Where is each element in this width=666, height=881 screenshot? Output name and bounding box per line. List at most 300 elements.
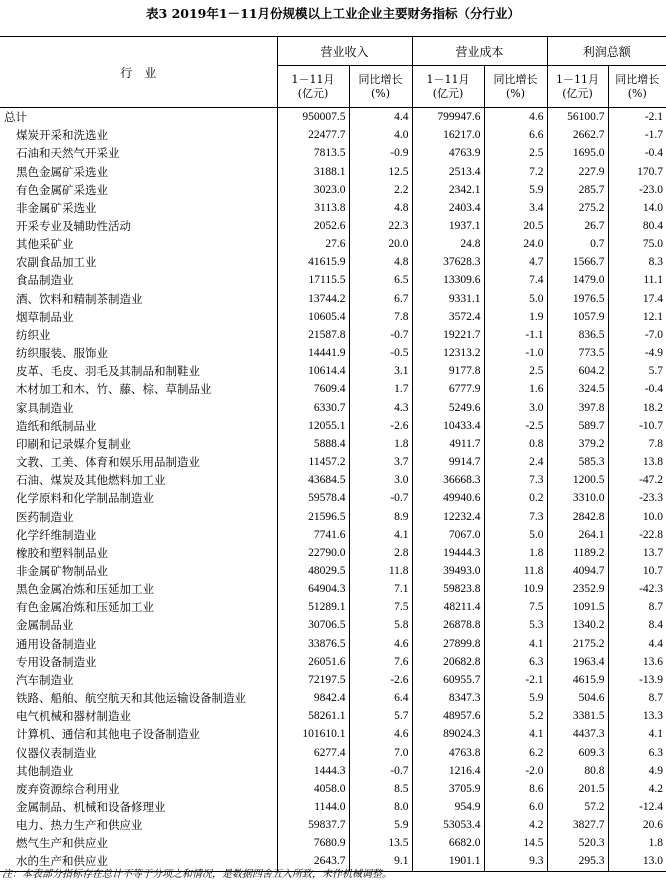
table-row	[0, 435, 666, 453]
profit-growth-cell: -23.3	[608, 489, 666, 507]
profit-value-cell: 589.7	[547, 417, 608, 435]
cost-growth-cell: 7.2	[484, 162, 547, 180]
cost-growth-cell: 4.6	[484, 108, 547, 127]
profit-growth-cell: 4.1	[608, 725, 666, 743]
profit-growth-cell: 13.8	[608, 453, 666, 471]
subheader-line: (亿元)	[562, 86, 593, 100]
subheader-line: 同比增长	[493, 72, 538, 86]
industry-name-cell: 纺织业	[16, 327, 51, 342]
profit-value-cell: 609.3	[547, 743, 608, 761]
cost-growth-cell: 6.3	[484, 653, 547, 671]
industry-name-cell: 专用设备制造业	[16, 654, 97, 669]
revenue-growth-cell: 9.1	[349, 852, 412, 871]
cost-value-cell: 4911.7	[412, 435, 484, 453]
revenue-value-cell: 33876.5	[277, 635, 349, 653]
table-row	[0, 507, 666, 525]
profit-growth-cell: 8.7	[608, 689, 666, 707]
revenue-value-cell: 3113.8	[277, 199, 349, 217]
revenue-growth-cell: 7.5	[349, 598, 412, 616]
profit-value-cell: 836.5	[547, 326, 608, 344]
revenue-growth-cell: 8.5	[349, 780, 412, 798]
cost-growth-cell: 0.8	[484, 435, 547, 453]
revenue-value-cell: 9842.4	[277, 689, 349, 707]
cost-growth-cell: 2.5	[484, 144, 547, 162]
revenue-growth-cell: 3.1	[349, 362, 412, 380]
table-row	[0, 689, 666, 707]
cost-value-cell: 4763.9	[412, 144, 484, 162]
revenue-value-cell: 51289.1	[277, 598, 349, 616]
table-row	[0, 598, 666, 616]
revenue-value-cell: 10614.4	[277, 362, 349, 380]
cost-value-cell: 7067.0	[412, 526, 484, 544]
revenue-value-cell: 27.6	[277, 235, 349, 253]
table-row	[0, 326, 666, 344]
table-row	[0, 816, 666, 834]
cost-value-cell: 2403.4	[412, 199, 484, 217]
profit-value-cell: 57.2	[547, 798, 608, 816]
revenue-value-cell: 41615.9	[277, 253, 349, 271]
cost-growth-cell: 5.9	[484, 689, 547, 707]
industry-name-cell: 皮革、毛皮、羽毛及其制品和制鞋业	[16, 364, 200, 379]
revenue-value-cell: 64904.3	[277, 580, 349, 598]
industry-name-cell: 燃气生产和供应业	[16, 836, 108, 851]
cost-value-cell: 36668.3	[412, 471, 484, 489]
cost-growth-cell: 8.6	[484, 780, 547, 798]
revenue-growth-cell: 4.6	[349, 725, 412, 743]
table-row	[0, 290, 666, 308]
cost-growth-cell: 1.9	[484, 308, 547, 326]
industry-name-cell: 化学原料和化学制品制造业	[16, 491, 154, 506]
profit-growth-cell: 5.7	[608, 362, 666, 380]
profit-growth-cell: 8.3	[608, 253, 666, 271]
industry-name-cell: 酒、饮料和精制茶制造业	[16, 291, 143, 306]
revenue-growth-cell: 4.1	[349, 526, 412, 544]
industry-name-cell: 造纸和纸制品业	[16, 418, 97, 433]
revenue-value-cell: 2052.6	[277, 217, 349, 235]
profit-growth-cell: 4.9	[608, 762, 666, 780]
table-row	[0, 308, 666, 326]
revenue-value-cell: 950007.5	[277, 108, 349, 127]
cost-value-cell: 9331.1	[412, 290, 484, 308]
table-row	[0, 798, 666, 816]
table-row	[0, 253, 666, 271]
cost-value-cell: 954.9	[412, 798, 484, 816]
profit-value-cell: 604.2	[547, 362, 608, 380]
profit-growth-cell: -10.7	[608, 417, 666, 435]
table-row	[0, 126, 666, 144]
cost-value-cell: 1901.1	[412, 852, 484, 871]
cost-value-cell: 24.8	[412, 235, 484, 253]
cost-growth-cell: 5.0	[484, 290, 547, 308]
profit-value-cell: 1200.5	[547, 471, 608, 489]
cost-value-cell: 12313.2	[412, 344, 484, 362]
cost-growth-cell: -2.5	[484, 417, 547, 435]
industry-name-cell: 医药制造业	[16, 509, 74, 524]
cost-value-cell: 16217.0	[412, 126, 484, 144]
revenue-growth-cell: 6.5	[349, 271, 412, 289]
table-row	[0, 616, 666, 634]
profit-value-cell: 3827.7	[547, 816, 608, 834]
profit-growth-cell: -2.1	[608, 108, 666, 127]
cost-growth-cell: 14.5	[484, 834, 547, 852]
cost-value-cell: 4763.8	[412, 743, 484, 761]
cost-value-cell: 27899.8	[412, 635, 484, 653]
cost-value-cell: 49940.6	[412, 489, 484, 507]
cost-growth-cell: 2.4	[484, 453, 547, 471]
industry-name-cell: 电力、热力生产和供应业	[16, 818, 143, 833]
revenue-value-cell: 5888.4	[277, 435, 349, 453]
profit-value-cell: 2842.8	[547, 507, 608, 525]
revenue-growth-cell: 3.0	[349, 471, 412, 489]
profit-value-cell: 379.2	[547, 435, 608, 453]
table-row	[0, 635, 666, 653]
table-row	[0, 162, 666, 180]
profit-value-cell: 1189.2	[547, 544, 608, 562]
profit-value-cell: 397.8	[547, 399, 608, 417]
subheader-line: 同比增长	[615, 72, 660, 86]
subheader-line: (%)	[506, 86, 526, 100]
profit-value-cell: 2175.2	[547, 635, 608, 653]
subheader-line: (亿元)	[432, 86, 464, 100]
profit-value-cell: 0.7	[547, 235, 608, 253]
revenue-growth-cell: 2.8	[349, 544, 412, 562]
table-row	[0, 671, 666, 689]
profit-value-cell: 1963.4	[547, 653, 608, 671]
cost-growth-cell: 6.0	[484, 798, 547, 816]
profit-group-header: 利润总额	[547, 37, 666, 66]
industry-name-cell: 电气机械和器材制造业	[16, 709, 131, 724]
revenue-value-cell: 21596.5	[277, 507, 349, 525]
revenue-value-cell: 101610.1	[277, 725, 349, 743]
profit-value-cell: 1057.9	[547, 308, 608, 326]
revenue-growth-cell: 7.6	[349, 653, 412, 671]
profit-value-cell: 1976.5	[547, 290, 608, 308]
revenue-value-cell: 26051.6	[277, 653, 349, 671]
profit-value-cell: 201.5	[547, 780, 608, 798]
revenue-growth-cell: -0.7	[349, 326, 412, 344]
industry-name-cell: 非金属矿采选业	[16, 200, 97, 215]
cost-value-cell: 26878.8	[412, 616, 484, 634]
table-row	[0, 489, 666, 507]
profit-growth-cell: 4.2	[608, 780, 666, 798]
table-row	[0, 544, 666, 562]
cost-value-cell: 8347.3	[412, 689, 484, 707]
profit-value-cell: 504.6	[547, 689, 608, 707]
revenue-growth-cell: 20.0	[349, 235, 412, 253]
revenue-value-cell: 59837.7	[277, 816, 349, 834]
revenue-growth-cell: 8.0	[349, 798, 412, 816]
revenue-growth-cell: 1.7	[349, 380, 412, 398]
profit-value-cell: 1340.2	[547, 616, 608, 634]
cost-value-cell: 37628.3	[412, 253, 484, 271]
revenue-growth-cell: 7.0	[349, 743, 412, 761]
profit-growth-cell: 170.7	[608, 162, 666, 180]
profit-value-cell: 324.5	[547, 380, 608, 398]
profit-growth-cell: 12.1	[608, 308, 666, 326]
cost-growth-cell: 0.2	[484, 489, 547, 507]
table-footnote: 注：本表部分指标存在总计不等于分项之和情况，是数据四舍五入所致，未作机械调整。	[2, 869, 392, 880]
table-row	[0, 344, 666, 362]
revenue-value-cell: 43684.5	[277, 471, 349, 489]
cost-group-header: 营业成本	[412, 37, 547, 66]
revenue-value-cell: 14441.9	[277, 344, 349, 362]
table-row	[0, 653, 666, 671]
profit-value-cell: 2352.9	[547, 580, 608, 598]
profit-growth-cell: 10.0	[608, 507, 666, 525]
profit-value-cell: 80.8	[547, 762, 608, 780]
revenue-growth-cell: -2.6	[349, 671, 412, 689]
revenue-growth-cell: 7.8	[349, 308, 412, 326]
profit-value-cell: 585.3	[547, 453, 608, 471]
cost-growth-cell: 20.5	[484, 217, 547, 235]
industry-name-cell: 石油、煤炭及其他燃料加工业	[16, 473, 166, 488]
cost-value-cell: 5249.6	[412, 399, 484, 417]
industry-name-cell: 化学纤维制造业	[16, 527, 97, 542]
cost-value-cell: 6777.9	[412, 380, 484, 398]
profit-growth-cell: 13.0	[608, 852, 666, 871]
industry-name-cell: 通用设备制造业	[16, 636, 97, 651]
table-row	[0, 181, 666, 199]
revenue-value-cell: 13744.2	[277, 290, 349, 308]
revenue-growth-cell: 6.7	[349, 290, 412, 308]
profit-growth-cell: -12.4	[608, 798, 666, 816]
subheader-line: 1－11月	[291, 72, 335, 86]
cost-growth-cell: 1.8	[484, 544, 547, 562]
industry-name-cell: 非金属矿物制品业	[16, 563, 108, 578]
industry-name-cell: 纺织服装、服饰业	[16, 346, 108, 361]
table-row	[0, 199, 666, 217]
table-row	[0, 780, 666, 798]
industry-name-cell: 计算机、通信和其他电子设备制造业	[16, 727, 200, 742]
revenue-value-cell: 3188.1	[277, 162, 349, 180]
revenue-growth-cell: -0.7	[349, 762, 412, 780]
cost-growth-cell: -1.0	[484, 344, 547, 362]
cost-value-subheader	[412, 66, 484, 108]
industry-name-cell: 黑色金属矿采选业	[16, 164, 108, 179]
revenue-growth-cell: 4.0	[349, 126, 412, 144]
profit-growth-cell: 75.0	[608, 235, 666, 253]
cost-value-cell: 9914.7	[412, 453, 484, 471]
industry-name-cell: 木材加工和木、竹、藤、棕、草制品业	[16, 382, 212, 397]
revenue-value-cell: 7813.5	[277, 144, 349, 162]
revenue-value-cell: 22477.7	[277, 126, 349, 144]
cost-growth-cell: 5.9	[484, 181, 547, 199]
table-row	[0, 743, 666, 761]
revenue-value-cell: 6277.4	[277, 743, 349, 761]
cost-growth-cell: 7.3	[484, 471, 547, 489]
revenue-value-cell: 30706.5	[277, 616, 349, 634]
table-row	[0, 707, 666, 725]
profit-growth-cell: -1.7	[608, 126, 666, 144]
industry-name-cell: 汽车制造业	[16, 672, 74, 687]
table-row	[0, 562, 666, 580]
industry-name-cell: 农副食品加工业	[16, 255, 97, 270]
revenue-growth-cell: 11.8	[349, 562, 412, 580]
industry-name-cell: 有色金属冶炼和压延加工业	[16, 600, 154, 615]
industry-name-cell: 其他采矿业	[16, 237, 74, 252]
profit-growth-cell: -4.9	[608, 344, 666, 362]
revenue-value-cell: 3023.0	[277, 181, 349, 199]
subheader-line: (%)	[627, 86, 647, 100]
revenue-growth-cell: 1.8	[349, 435, 412, 453]
revenue-growth-cell: 5.7	[349, 707, 412, 725]
profit-value-cell: 264.1	[547, 526, 608, 544]
cost-growth-cell: 24.0	[484, 235, 547, 253]
revenue-value-cell: 72197.5	[277, 671, 349, 689]
table-row	[0, 235, 666, 253]
revenue-growth-subheader	[349, 66, 412, 108]
industry-name-cell: 铁路、船舶、航空航天和其他运输设备制造业	[16, 691, 246, 706]
table-row	[0, 271, 666, 289]
profit-growth-cell: 10.7	[608, 562, 666, 580]
table-row	[0, 725, 666, 743]
profit-growth-cell: 13.3	[608, 707, 666, 725]
cost-value-cell: 2342.1	[412, 181, 484, 199]
cost-value-cell: 12232.4	[412, 507, 484, 525]
profit-value-cell: 285.7	[547, 181, 608, 199]
cost-growth-cell: 2.5	[484, 362, 547, 380]
revenue-growth-cell: -0.9	[349, 144, 412, 162]
profit-value-cell: 26.7	[547, 217, 608, 235]
revenue-growth-cell: 8.9	[349, 507, 412, 525]
revenue-growth-cell: -0.5	[349, 344, 412, 362]
industry-name-cell: 金属制品业	[16, 618, 74, 633]
cost-growth-cell: -1.1	[484, 326, 547, 344]
cost-value-cell: 19221.7	[412, 326, 484, 344]
industry-name-cell: 家具制造业	[16, 400, 74, 415]
revenue-value-cell: 1444.3	[277, 762, 349, 780]
revenue-growth-cell: 4.6	[349, 635, 412, 653]
profit-growth-cell: -22.8	[608, 526, 666, 544]
industry-name-cell: 开采专业及辅助性活动	[16, 219, 131, 234]
profit-growth-cell: -0.4	[608, 144, 666, 162]
table-row	[0, 108, 666, 127]
subheader-line: 1－11月	[426, 72, 470, 86]
cost-growth-cell: 4.2	[484, 816, 547, 834]
profit-value-cell: 275.2	[547, 199, 608, 217]
cost-value-cell: 89024.3	[412, 725, 484, 743]
cost-growth-cell: 4.1	[484, 635, 547, 653]
revenue-value-cell: 1144.0	[277, 798, 349, 816]
revenue-growth-cell: 5.9	[349, 816, 412, 834]
cost-growth-cell: 7.5	[484, 598, 547, 616]
revenue-growth-cell: 22.3	[349, 217, 412, 235]
profit-value-cell: 227.9	[547, 162, 608, 180]
profit-growth-cell: -23.0	[608, 181, 666, 199]
industry-name-cell: 橡胶和塑料制品业	[16, 545, 108, 560]
industry-name-cell: 文教、工美、体育和娱乐用品制造业	[16, 455, 200, 470]
cost-value-cell: 3572.4	[412, 308, 484, 326]
profit-growth-cell: 1.8	[608, 834, 666, 852]
cost-value-cell: 3705.9	[412, 780, 484, 798]
industry-name-cell: 有色金属矿采选业	[16, 182, 108, 197]
cost-value-cell: 1216.4	[412, 762, 484, 780]
profit-growth-cell: 8.7	[608, 598, 666, 616]
cost-growth-cell: 4.7	[484, 253, 547, 271]
revenue-growth-cell: 5.8	[349, 616, 412, 634]
profit-value-cell: 1479.0	[547, 271, 608, 289]
cost-growth-cell: 6.6	[484, 126, 547, 144]
revenue-value-cell: 48029.5	[277, 562, 349, 580]
cost-growth-cell: -2.0	[484, 762, 547, 780]
profit-value-cell: 1566.7	[547, 253, 608, 271]
revenue-value-cell: 22790.0	[277, 544, 349, 562]
profit-growth-cell: 13.6	[608, 653, 666, 671]
profit-growth-cell: 11.1	[608, 271, 666, 289]
profit-value-cell: 4094.7	[547, 562, 608, 580]
revenue-value-cell: 58261.1	[277, 707, 349, 725]
industry-column-header: 行 业	[0, 37, 277, 108]
cost-value-cell: 1937.1	[412, 217, 484, 235]
table-row	[0, 471, 666, 489]
cost-growth-cell: 3.0	[484, 399, 547, 417]
revenue-growth-cell: -0.7	[349, 489, 412, 507]
subheader-line: (%)	[370, 86, 391, 100]
profit-growth-cell: 14.0	[608, 199, 666, 217]
cost-growth-cell: 7.4	[484, 271, 547, 289]
cost-growth-cell: 6.2	[484, 743, 547, 761]
table-row	[0, 399, 666, 417]
cost-growth-cell: 5.3	[484, 616, 547, 634]
profit-value-cell: 1091.5	[547, 598, 608, 616]
profit-growth-cell: -0.4	[608, 380, 666, 398]
revenue-value-subheader	[277, 66, 349, 108]
table-row	[0, 362, 666, 380]
revenue-value-cell: 10605.4	[277, 308, 349, 326]
industry-name-cell: 烟草制品业	[16, 309, 74, 324]
revenue-growth-cell: 4.3	[349, 399, 412, 417]
profit-growth-cell: -7.0	[608, 326, 666, 344]
profit-value-cell: 3381.5	[547, 707, 608, 725]
profit-growth-cell: 17.4	[608, 290, 666, 308]
profit-growth-cell: 7.8	[608, 435, 666, 453]
profit-growth-cell: -42.3	[608, 580, 666, 598]
profit-growth-cell: 20.6	[608, 816, 666, 834]
revenue-growth-cell: 4.4	[349, 108, 412, 127]
table-row	[0, 526, 666, 544]
cost-value-cell: 10433.4	[412, 417, 484, 435]
revenue-growth-cell: 2.2	[349, 181, 412, 199]
profit-value-cell: 520.3	[547, 834, 608, 852]
cost-value-cell: 20682.8	[412, 653, 484, 671]
subheader-line: 同比增长	[358, 72, 403, 86]
cost-value-cell: 59823.8	[412, 580, 484, 598]
profit-growth-cell: -47.2	[608, 471, 666, 489]
profit-value-cell: 773.5	[547, 344, 608, 362]
revenue-value-cell: 4058.0	[277, 780, 349, 798]
profit-growth-cell: 4.4	[608, 635, 666, 653]
cost-growth-cell: 5.2	[484, 707, 547, 725]
industry-name-cell: 煤炭开采和洗选业	[16, 128, 108, 143]
cost-value-cell: 39493.0	[412, 562, 484, 580]
industry-name-cell: 食品制造业	[16, 273, 74, 288]
profit-growth-cell: 80.4	[608, 217, 666, 235]
revenue-growth-cell: 13.5	[349, 834, 412, 852]
industry-name-cell: 总计	[4, 110, 27, 125]
table-row	[0, 580, 666, 598]
profit-value-cell: 3310.0	[547, 489, 608, 507]
table-row	[0, 380, 666, 398]
industry-name-cell: 黑色金属冶炼和压延加工业	[16, 582, 154, 597]
table-row	[0, 453, 666, 471]
industry-name-cell: 仪器仪表制造业	[16, 745, 97, 760]
profit-value-subheader	[547, 66, 608, 108]
financial-indicators-table	[0, 36, 666, 872]
table-row	[0, 834, 666, 852]
revenue-value-cell: 59578.4	[277, 489, 349, 507]
cost-value-cell: 9177.8	[412, 362, 484, 380]
revenue-growth-cell: 4.8	[349, 199, 412, 217]
